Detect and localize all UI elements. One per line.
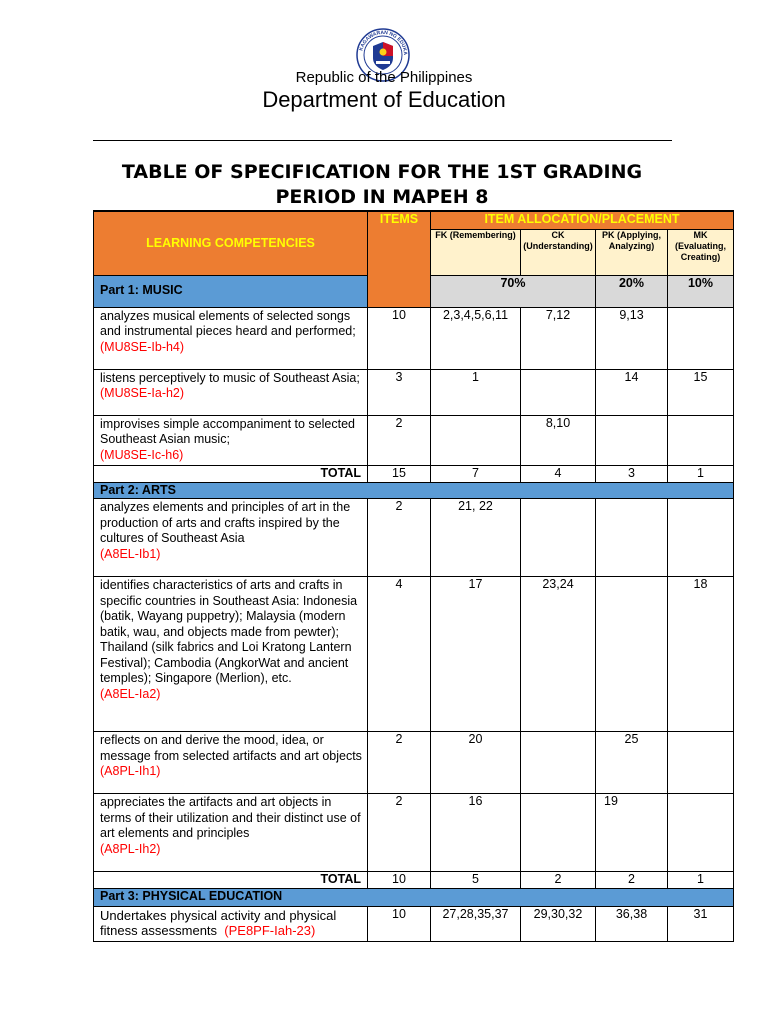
ck-cell: 23,24 [521,577,596,732]
mk-cell [668,732,734,794]
mk-cell [668,307,734,369]
mk-cell [668,499,734,577]
items-cell: 4 [368,577,431,732]
mk-cell [668,415,734,466]
total-mk: 1 [668,872,734,889]
competency-code: (A8PL-Ih2) [100,841,161,856]
percent-mk: 10% [668,275,734,307]
table-row [94,732,734,794]
fk-cell: 17 [431,577,521,732]
competency-text: analyzes musical elements of selected songs and instrumental pieces heard and performed; [100,308,356,338]
fk-cell: 21, 22 [431,499,521,577]
pk-cell: 9,13 [596,307,668,369]
competency-text: improvises simple accompaniment to selected Southeast Asian music; [100,416,355,446]
pk-cell [596,577,668,732]
competency-text: appreciates the artifacts and art objects in terms of their utilization and their distinct use of art elements and principles [100,795,361,840]
total-fk: 5 [431,872,521,889]
ck-cell: 29,30,32 [521,906,596,941]
competency-text: analyzes elements and principles of art in the production of arts and crafts inspired by the cultures of Southeast Asia [100,500,351,545]
mk-cell [668,794,734,872]
total-pk: 3 [596,466,668,483]
total-ck: 2 [521,872,596,889]
items-cell: 10 [368,906,431,941]
mk-cell: 31 [668,906,734,941]
competency-code: (A8PL-Ih1) [100,764,161,778]
total-mk: 1 [668,466,734,483]
fk-cell: 16 [431,794,521,872]
fk-cell [431,415,521,466]
total-items: 15 [368,466,431,483]
competency-text: identifies characteristics of arts and crafts in specific countries in Southeast Asia: Indonesia (batik, Wayang puppetry); Malaysia (modern batik, wau, and objects made from pewter); Thailand (silk fabrics and Loi Kratong Lantern Festival); Cambodia (AngkorWat and ancient temples); Singapore (Merlion), etc. [100,578,358,685]
items-cell: 10 [368,307,431,369]
header-items: ITEMS [368,211,431,307]
items-cell: 2 [368,415,431,466]
ck-cell: 7,12 [521,307,596,369]
competency-code: (A8EL-Ib1) [100,546,161,561]
pk-cell: 19 [596,794,668,872]
mk-cell: 18 [668,577,734,732]
header-ck: CK (Understanding) [521,229,596,275]
table-row [94,577,734,732]
fk-cell: 20 [431,732,521,794]
competency-code: (PE8PF-Iah-23) [224,923,316,938]
total-fk: 7 [431,466,521,483]
part-title: Part 3: PHYSICAL EDUCATION [94,888,734,906]
republic-heading: Republic of the Philippines [295,69,473,86]
fk-cell: 27,28,35,37 [431,906,521,941]
competency-cell [94,499,368,577]
header-mk: MK (Evaluating, Creating) [668,229,734,275]
mk-cell: 15 [668,369,734,415]
pk-cell [596,415,668,466]
fk-cell: 2,3,4,5,6,11 [431,307,521,369]
pk-cell: 36,38 [596,906,668,941]
total-label: TOTAL [94,872,368,889]
ck-cell [521,732,596,794]
svg-text:KAGAWARAN NG EDUKASYON: KAGAWARAN NG EDUKA [358,29,409,56]
department-heading: Department of Education [262,87,506,112]
part-title: Part 1: MUSIC [94,275,368,307]
competency-code: (MU8SE-Ia-h2) [100,386,185,400]
total-row [94,872,734,889]
competency-cell [94,794,368,872]
percent-fk-ck: 70% [431,275,596,307]
items-cell: 3 [368,369,431,415]
table-row [94,794,734,872]
competency-cell [94,415,368,466]
ck-cell [521,499,596,577]
pk-cell: 14 [596,369,668,415]
ck-cell [521,369,596,415]
competency-code: (MU8SE-Ib-h4) [100,339,185,354]
table-row [94,369,734,415]
competency-cell [94,906,368,941]
header-fk: FK (Remembering) [431,229,521,275]
header-item-allocation: ITEM ALLOCATION/PLACEMENT [431,211,734,229]
table-row [94,415,734,466]
competency-code: (A8EL-Ia2) [100,686,161,701]
competency-text: listens perceptively to music of Southeast Asia; [100,370,360,385]
total-ck: 4 [521,466,596,483]
table-row [94,906,734,941]
competency-code: (MU8SE-Ic-h6) [100,447,184,462]
fk-cell: 1 [431,369,521,415]
competency-text: reflects on and derive the mood, idea, or message from selected artifacts and art objects [100,733,362,763]
part-title: Part 2: ARTS [94,482,734,499]
percent-pk: 20% [596,275,668,307]
ck-cell: 8,10 [521,415,596,466]
items-cell: 2 [368,732,431,794]
total-items: 10 [368,872,431,889]
competency-cell [94,577,368,732]
items-cell: 2 [368,499,431,577]
document-title: TABLE OF SPECIFICATION FOR THE 1ST GRADING PERIOD IN MAPEH 8 [121,161,643,208]
competency-cell [94,732,368,794]
competency-text: Undertakes physical activity and physical fitness assessments [100,907,337,938]
header-learning-competencies: LEARNING COMPETENCIES [94,211,368,275]
ck-cell [521,794,596,872]
specification-table [93,210,734,942]
table-row [94,307,734,369]
total-label: TOTAL [94,466,368,483]
total-pk: 2 [596,872,668,889]
total-row [94,466,734,483]
header-divider [93,140,672,141]
competency-cell [94,307,368,369]
items-cell: 2 [368,794,431,872]
competency-cell [94,369,368,415]
pk-cell: 25 [596,732,668,794]
pk-cell [596,499,668,577]
table-row [94,499,734,577]
header-pk: PK (Applying, Analyzing) [596,229,668,275]
